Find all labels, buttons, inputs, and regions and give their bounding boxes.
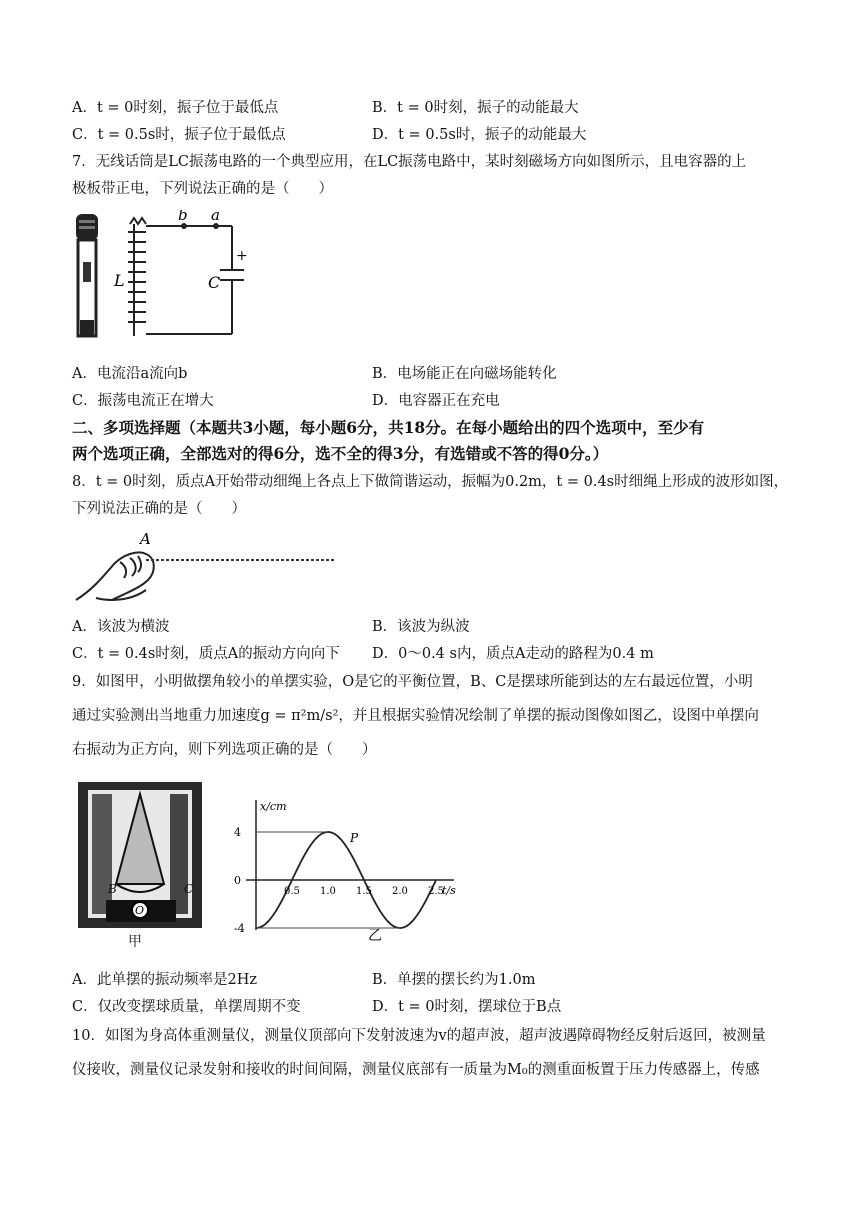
q6-option-b: B．t = 0时刻，振子的动能最大 xyxy=(372,100,579,116)
q10-line1: 10．如图为身高体重测量仪，测量仪顶部向下发射波速为v的超声波，超声波遇障碍物经反射后返回，被测量 xyxy=(72,1028,766,1044)
x-axis-label: t/s xyxy=(442,884,456,897)
x-tick-label: 2.5 xyxy=(428,886,444,897)
label-B: B xyxy=(108,882,117,896)
q8-option-c: C．t = 0.4s时刻，质点A的振动方向向下 xyxy=(72,646,340,662)
data-point xyxy=(273,913,275,915)
q8-stem-line2: 下列说法正确的是（ ） xyxy=(72,501,246,517)
q7-option-a: A．电流沿a流向b xyxy=(72,366,188,382)
y-tick-label: -4 xyxy=(234,922,245,935)
q8-stem-line1: 8．t = 0时刻，质点A开始带动细绳上各点上下做简谐运动，振幅为0.2m，t = 0.4s时细绳上形成的波形如图， xyxy=(72,474,789,490)
q6-option-d: D．t = 0.5s时，振子的动能最大 xyxy=(372,127,587,143)
x-tick-label: 1.5 xyxy=(356,886,372,897)
hand-sketch xyxy=(76,552,154,600)
q9-figure-yi xyxy=(226,780,466,950)
q7-stem-line1: 7．无线话筒是LC振荡电路的一个典型应用，在LC振荡电路中，某时刻磁场方向如图所示，且电容器的上 xyxy=(72,154,747,170)
label-L: L xyxy=(114,271,125,290)
q9-stem-line3: 右振动为正方向，则下列选项正确的是（ ） xyxy=(72,742,377,758)
point-P-label: P xyxy=(350,831,359,846)
label-C: C xyxy=(184,882,194,896)
q9-option-a: A．此单摆的振动频率是2Hz xyxy=(72,972,257,988)
q7-figure xyxy=(70,210,260,350)
q7-option-c: C．振荡电流正在增大 xyxy=(72,393,214,409)
section2-heading-line1: 二、多项选择题（本题共3小题，每小题6分，共18分。在每小题给出的四个选项中，至少有 xyxy=(72,418,705,437)
label-O: O xyxy=(135,904,145,917)
label-b: b xyxy=(178,210,188,224)
q7-option-b: B．电场能正在向磁场能转化 xyxy=(372,366,557,382)
data-point xyxy=(435,879,437,881)
data-point xyxy=(417,913,419,915)
data-point xyxy=(309,846,311,848)
q7-stem-line2: 极板带正电，下列说法正确的是（ ） xyxy=(72,181,333,197)
q9-figure-jia xyxy=(76,780,206,950)
section2-heading-line2: 两个选项正确，全部选对的得6分，选不全的得3分，有选错或不答的得0分。） xyxy=(72,444,609,463)
q9-option-b: B．单摆的摆长约为1.0m xyxy=(372,972,536,988)
q10-line2: 仪接收，测量仪记录发射和接收的时间间隔，测量仪底部有一质量为M₀的测重面板置于压力传感器上，传感 xyxy=(72,1062,760,1078)
y-axis-label: x/cm xyxy=(260,800,287,813)
y-tick-label: 0 xyxy=(234,874,241,887)
caption-jia: 甲 xyxy=(128,934,142,950)
data-point xyxy=(363,879,365,881)
x-tick-label: 1.0 xyxy=(320,886,336,897)
y-tick-label: 4 xyxy=(234,826,241,839)
q6-option-c: C．t = 0.5s时，振子位于最低点 xyxy=(72,127,286,143)
q9-stem-line2: 通过实验测出当地重力加速度g = π²m/s²，并且根据实验情况绘制了单摆的振动图像如图乙，设图中单摆向 xyxy=(72,708,759,724)
data-point xyxy=(291,879,293,881)
data-point xyxy=(381,913,383,915)
microphone-image xyxy=(76,214,98,336)
q9-option-d: D．t = 0时刻，摆球位于B点 xyxy=(372,999,562,1015)
inductor-coil xyxy=(128,218,146,336)
q7-option-d: D．电容器正在充电 xyxy=(372,393,500,409)
q6-option-a: A．t = 0时刻，振子位于最低点 xyxy=(72,100,279,116)
label-a: a xyxy=(211,210,220,224)
x-tick-label: 2.0 xyxy=(392,886,408,897)
q8-figure xyxy=(72,528,342,608)
label-A: A xyxy=(140,530,151,548)
label-C: C xyxy=(208,273,221,292)
q8-option-d: D．0～0.4 s内，质点A走动的路程为0.4 m xyxy=(372,646,654,662)
label-plus: + xyxy=(236,248,248,264)
x-tick-label: 0.5 xyxy=(284,886,300,897)
q8-option-b: B．该波为纵波 xyxy=(372,619,470,635)
q9-stem-line1: 9．如图甲，小明做摆角较小的单摆实验，O是它的平衡位置，B、C是摆球所能到达的左右最远位置，小明 xyxy=(72,674,753,690)
data-point xyxy=(345,846,347,848)
q8-option-a: A．该波为横波 xyxy=(72,619,170,635)
caption-yi: 乙 xyxy=(368,928,382,944)
q9-option-c: C．仅改变摆球质量，单摆周期不变 xyxy=(72,999,301,1015)
